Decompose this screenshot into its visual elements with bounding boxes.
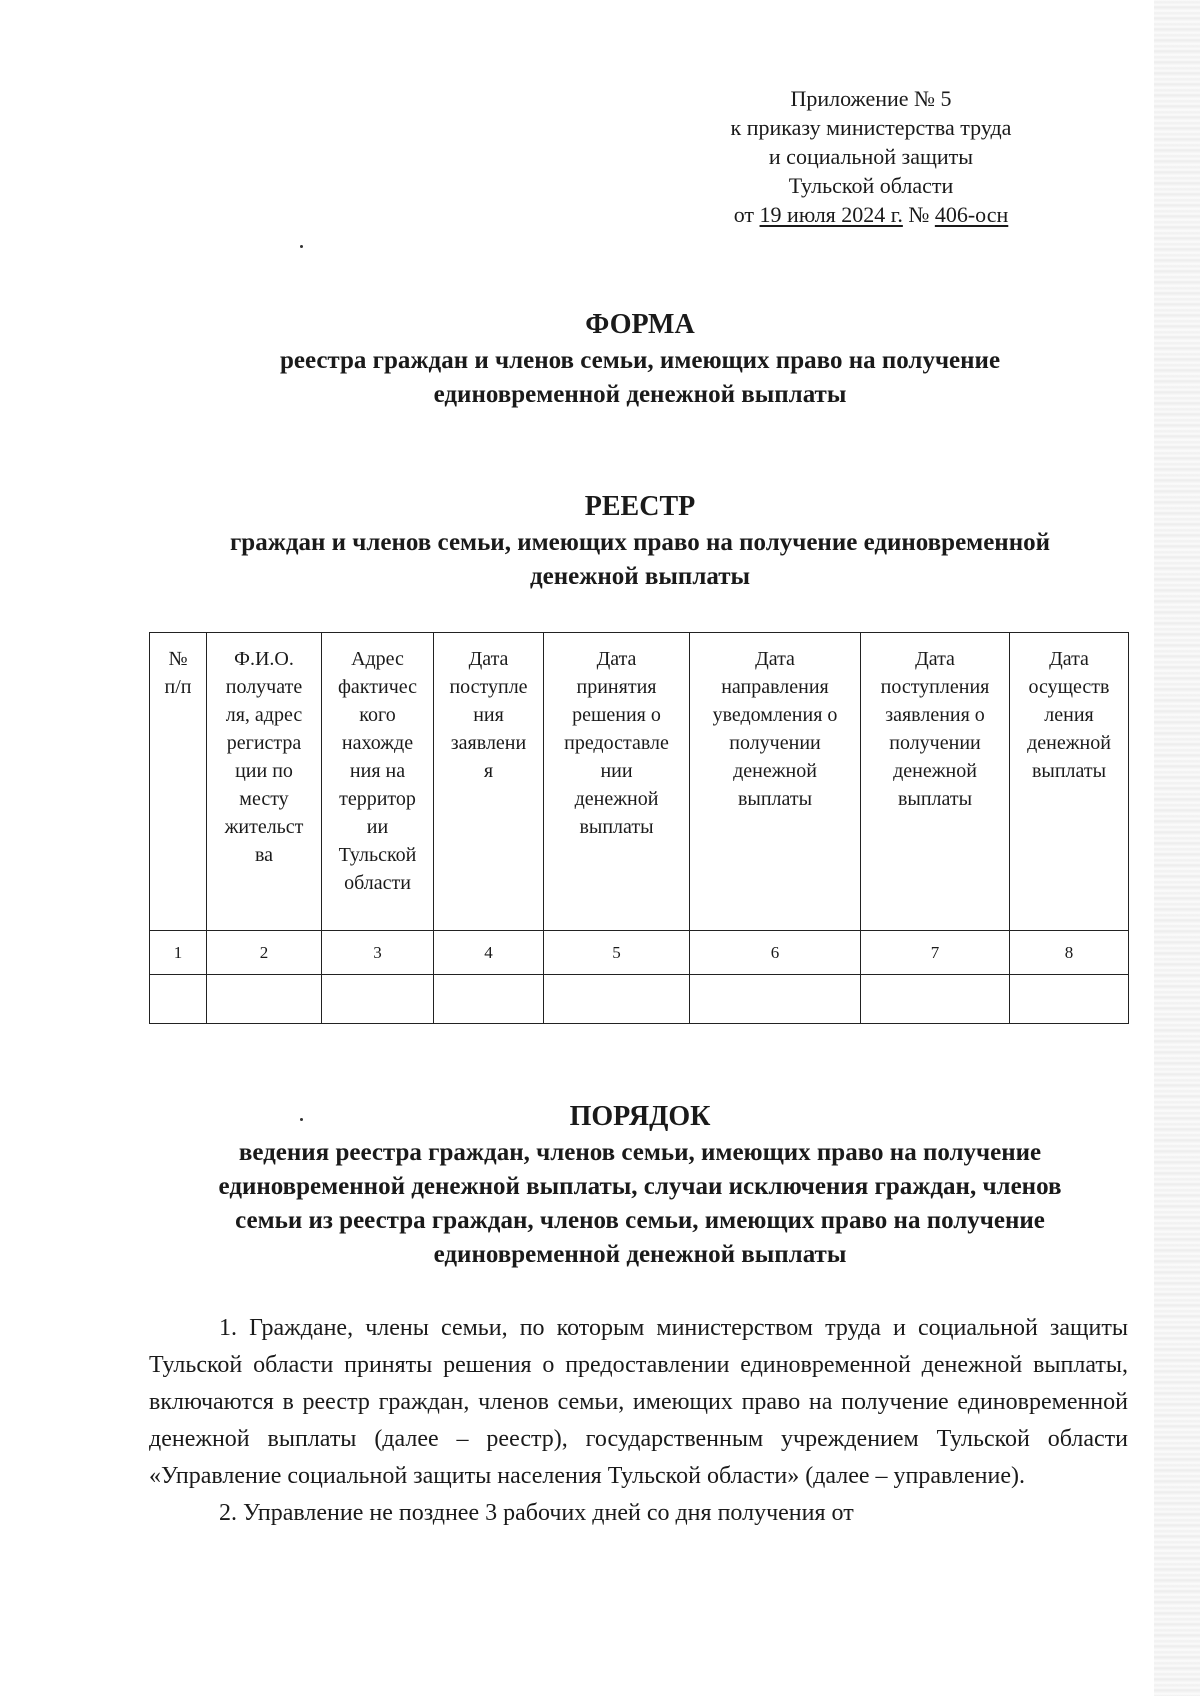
table-column-numbers-row [150, 931, 1129, 975]
table-column-number-cell: 2 [207, 931, 322, 975]
table-header-cell: № п/п [150, 633, 207, 931]
approval-order: к приказу министерства труда [730, 115, 1012, 140]
table-header-cell: Дата поступле ния заявлени я [434, 633, 544, 931]
registry-table [149, 632, 1129, 1024]
approval-number-prefix: № [908, 202, 930, 227]
poryadok-subtitle-line: ведения реестра граждан, членов семьи, имеющих право на получение [238, 1139, 1042, 1166]
approval-date-prefix: от [733, 202, 755, 227]
reestr-subtitle-line: граждан и членов семьи, имеющих право на получение единовременной [229, 529, 1051, 556]
paragraph-2: 2. Управление не позднее 3 рабочих дней со дня получения от [219, 1500, 854, 1526]
table-empty-cell [434, 975, 544, 1024]
table-empty-cell [690, 975, 861, 1024]
table-empty-cell [322, 975, 434, 1024]
paragraph-1: 1. Граждане, члены семьи, по которым министерством труда и социальной защиты Тульской области приняты решения о предоставлении единовременной денежной выплаты, включаются в реестр граждан, членов семьи, имеющих право на получение единовременной денежной выплаты (далее – реестр), государственным учреждением Тульской области «Управление социальной защиты населения Тульской области» (далее – управление). [149, 1315, 1128, 1489]
poryadok-title: ПОРЯДОК [569, 1101, 711, 1132]
table-column-number-cell: 6 [690, 931, 861, 975]
approval-region: Тульской области [788, 173, 954, 198]
forma-subtitle-line: реестра граждан и членов семьи, имеющих право на получение [279, 347, 1001, 374]
scan-speck [300, 245, 303, 248]
poryadok-subtitle-line: семьи из реестра граждан, членов семьи, имеющих право на получение [235, 1207, 1045, 1234]
poryadok-subtitle-line: единовременной денежной выплаты [433, 1241, 847, 1268]
approval-number: 406-осн [934, 202, 1009, 227]
poryadok-subtitle-line: единовременной денежной выплаты, случаи исключения граждан, членов [218, 1173, 1062, 1200]
table-empty-row [150, 975, 1129, 1024]
table-empty-cell [1010, 975, 1129, 1024]
table-column-number-cell: 1 [150, 931, 207, 975]
table-column-number-cell: 7 [861, 931, 1010, 975]
poryadok-heading [130, 1098, 1150, 1272]
reestr-heading [130, 488, 1150, 594]
body-text [149, 1310, 1128, 1532]
table-column-number-cell: 4 [434, 931, 544, 975]
table-column-number-cell: 5 [544, 931, 690, 975]
table-empty-cell [861, 975, 1010, 1024]
approval-date: 19 июля 2024 г. [759, 202, 903, 227]
scan-edge-artifact [1154, 0, 1200, 1696]
table-empty-cell [150, 975, 207, 1024]
table-header-cell: Дата поступления заявления о получении денежной выплаты [861, 633, 1010, 931]
forma-title: ФОРМА [585, 309, 695, 340]
table-column-number-cell: 8 [1010, 931, 1129, 975]
forma-subtitle-line: единовременной денежной выплаты [433, 381, 847, 408]
table-header-cell: Ф.И.О. получате ля, адрес регистра ции по месту жительст ва [207, 633, 322, 931]
table-header-cell: Дата принятия решения о предоставле нии денежной выплаты [544, 633, 690, 931]
approval-appendix: Приложение № 5 [790, 86, 952, 111]
reestr-title: РЕЕСТР [584, 491, 696, 522]
table-header-cell: Дата осуществ ления денежной выплаты [1010, 633, 1129, 931]
table-header-cell: Адрес фактичес кого нахожде ния на территор ии Тульской области [322, 633, 434, 931]
table-empty-cell [207, 975, 322, 1024]
forma-heading [130, 306, 1150, 412]
table-column-number-cell: 3 [322, 931, 434, 975]
table-empty-cell [544, 975, 690, 1024]
approval-block [700, 84, 1042, 229]
approval-ministry: и социальной защиты [768, 144, 974, 169]
table-header-row [150, 633, 1129, 931]
approval-date-line [700, 200, 1042, 229]
reestr-subtitle-line: денежной выплаты [529, 563, 751, 590]
table-header-cell: Дата направления уведомления о получении денежной выплаты [690, 633, 861, 931]
